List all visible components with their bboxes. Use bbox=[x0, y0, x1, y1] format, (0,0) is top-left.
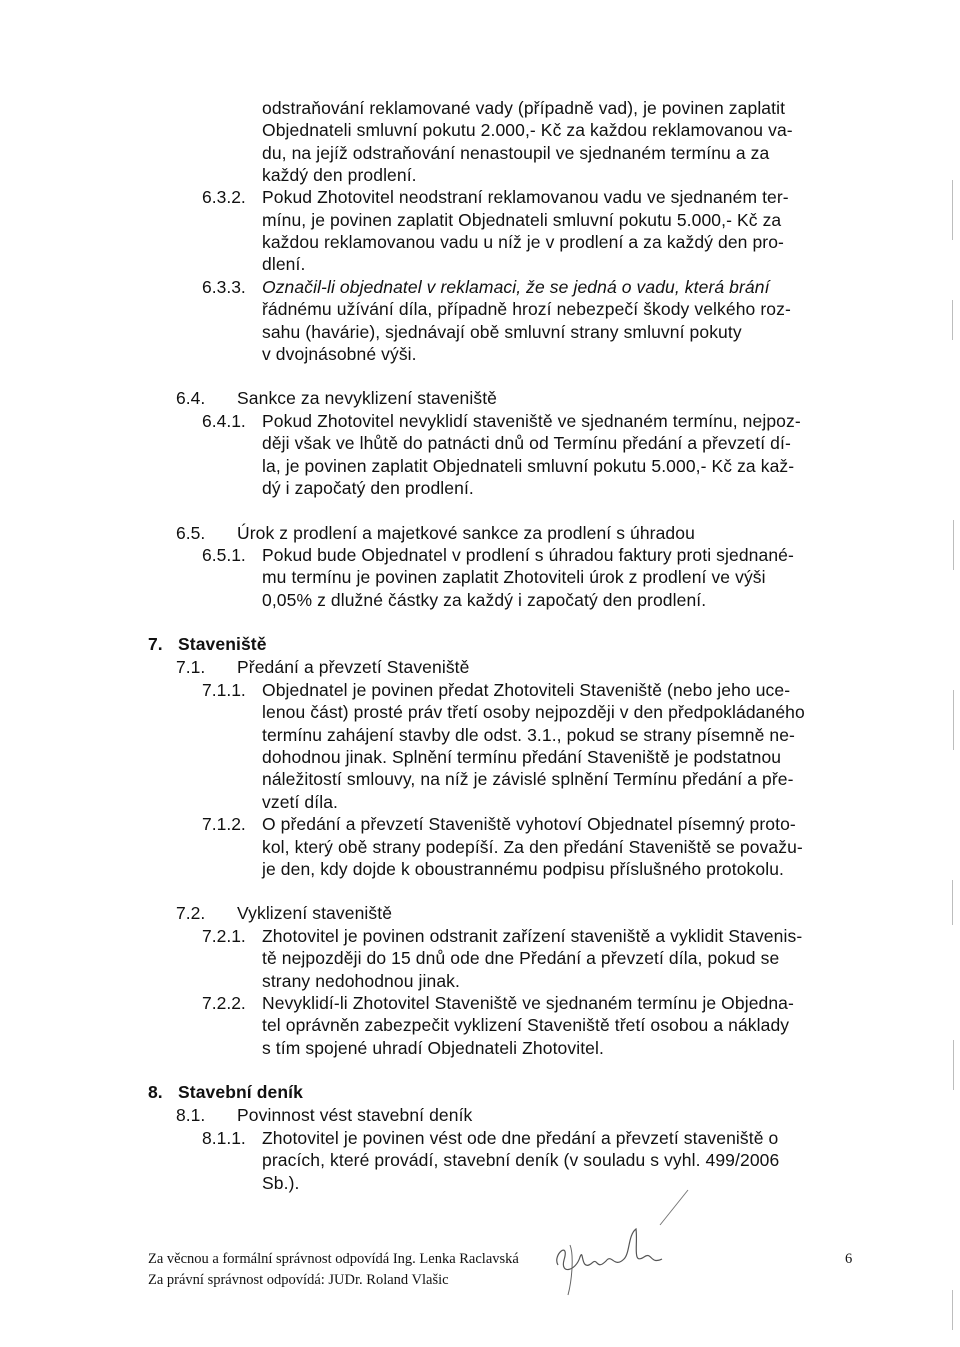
section-heading: Sankce za nevyklizení staveniště bbox=[237, 388, 498, 408]
paragraph-line: dohodnou jinak. Splnění termínu předání Staveniště je podstatnou bbox=[262, 747, 782, 767]
paragraph-line: je den, kdy dojde k oboustrannému podpisu příslušného protokolu. bbox=[262, 859, 785, 879]
paragraph-line: dý i započatý den prodlení. bbox=[262, 478, 474, 498]
paragraph-line: Označil-li objednatel v reklamaci, že se jedná o vadu, která brání bbox=[262, 277, 770, 297]
clause-number: 7.1.1. bbox=[202, 680, 246, 700]
paragraph-line: 0,05% z dlužné částky za každý i započatý den prodlení. bbox=[262, 590, 707, 610]
chapter-number: 8. bbox=[148, 1082, 163, 1102]
section-number: 6.5. bbox=[176, 523, 206, 543]
paragraph-line: du, na jejíž odstraňování nenastoupil ve sjednaném termínu a za bbox=[262, 143, 770, 163]
paragraph-line: termínu zahájení stavby dle odst. 3.1., pokud se strany písemně ne- bbox=[262, 725, 795, 745]
paragraph-line: řádnému užívání díla, případně hrozí nebezpečí škody velkého roz- bbox=[262, 299, 791, 319]
section-heading: Vyklizení staveniště bbox=[237, 903, 393, 923]
paragraph-line: Pokud Zhotovitel nevyklidí staveniště ve sjednaném termínu, nejpoz- bbox=[262, 411, 801, 431]
footer-line: Za právní správnost odpovídá: JUDr. Roland Vlašic bbox=[148, 1272, 449, 1288]
paragraph-line: ději však ve lhůtě do patnácti dnů od Termínu předání a převzetí dí- bbox=[262, 433, 791, 453]
clause-number: 7.2.1. bbox=[202, 926, 246, 946]
section-number: 7.1. bbox=[176, 657, 206, 677]
scan-artifact bbox=[952, 1290, 953, 1330]
clause-number: 6.5.1. bbox=[202, 545, 246, 565]
paragraph-line: mínu, je povinen zaplatit Objednateli smluvní pokutu 5.000,- Kč za bbox=[262, 210, 782, 230]
paragraph-line: s tím spojené uhradí Objednateli Zhotovitel. bbox=[262, 1038, 604, 1058]
paragraph-line: sahu (havárie), sjednávají obě smluvní strany smluvní pokuty bbox=[262, 322, 742, 342]
handwritten-signature bbox=[540, 1185, 710, 1315]
page-number: 6 bbox=[845, 1251, 853, 1267]
paragraph-line: vzetí díla. bbox=[262, 792, 338, 812]
clause-number: 6.3.3. bbox=[202, 277, 246, 297]
scan-artifact bbox=[952, 180, 953, 240]
chapter-number: 7. bbox=[148, 634, 163, 654]
paragraph-line: odstraňování reklamované vady (případně vad), je povinen zaplatit bbox=[262, 98, 786, 118]
scan-artifact bbox=[953, 1040, 954, 1090]
section-heading: Povinnost vést stavební deník bbox=[237, 1105, 473, 1125]
section-number: 7.2. bbox=[176, 903, 206, 923]
section-number: 8.1. bbox=[176, 1105, 206, 1125]
paragraph-line: tě nejpozději do 15 dnů ode dne Předání a převzetí díla, pokud se bbox=[262, 948, 780, 968]
clause-number: 7.2.2. bbox=[202, 993, 246, 1013]
paragraph-line: náležitostí smlouvy, na níž je závislé splnění Termínu předání a pře- bbox=[262, 769, 794, 789]
scan-artifact bbox=[953, 690, 954, 750]
paragraph-line: kol, který obě strany podepíší. Za den předání Staveniště se považu- bbox=[262, 837, 803, 857]
section-number: 6.4. bbox=[176, 388, 206, 408]
clause-number: 7.1.2. bbox=[202, 814, 246, 834]
paragraph-line: Zhotovitel je povinen odstranit zařízení staveniště a vyklidit Stavenis- bbox=[262, 926, 803, 946]
paragraph-line: dlení. bbox=[262, 254, 306, 274]
scan-artifact bbox=[952, 300, 953, 340]
paragraph-line: lenou část) prosté práv třetí osoby nejpozději v den předpokládaného bbox=[262, 702, 805, 722]
clause-number: 6.3.2. bbox=[202, 187, 246, 207]
section-heading: Předání a převzetí Staveniště bbox=[237, 657, 470, 677]
paragraph-line: Objednatel je povinen předat Zhotoviteli Staveniště (nebo jeho uce- bbox=[262, 680, 791, 700]
paragraph-line: O předání a převzetí Staveniště vyhotoví Objednatel písemný proto- bbox=[262, 814, 796, 834]
paragraph-line: tel oprávněn zabezpečit vyklizení Staveniště třetí osobou a náklady bbox=[262, 1015, 790, 1035]
chapter-heading: Staveniště bbox=[178, 634, 267, 654]
paragraph-line: Pokud bude Objednatel v prodlení s úhradou faktury proti sjednané- bbox=[262, 545, 794, 565]
paragraph-line: mu termínu je povinen zaplatit Zhotoviteli úrok z prodlení ve výši bbox=[262, 567, 766, 587]
scan-artifact bbox=[953, 520, 954, 570]
chapter-heading: Stavební deník bbox=[178, 1082, 303, 1102]
paragraph-line: pracích, které provádí, stavební deník (v souladu s vyhl. 499/2006 bbox=[262, 1150, 780, 1170]
paragraph-line: la, je povinen zaplatit Objednateli smluvní pokutu 5.000,- Kč za kaž- bbox=[262, 456, 795, 476]
paragraph-line: Sb.). bbox=[262, 1173, 300, 1193]
footer-line: Za věcnou a formální správnost odpovídá Ing. Lenka Raclavská bbox=[148, 1251, 519, 1267]
clause-number: 6.4.1. bbox=[202, 411, 246, 431]
paragraph-line: Pokud Zhotovitel neodstraní reklamovanou vadu ve sjednaném ter- bbox=[262, 187, 789, 207]
paragraph-line: v dvojnásobné výši. bbox=[262, 344, 417, 364]
paragraph-line: Nevyklidí-li Zhotovitel Staveniště ve sjednaném termínu je Objedna- bbox=[262, 993, 794, 1013]
section-heading: Úrok z prodlení a majetkové sankce za prodlení s úhradou bbox=[237, 523, 695, 543]
paragraph-line: každý den prodlení. bbox=[262, 165, 417, 185]
clause-number: 8.1.1. bbox=[202, 1128, 246, 1148]
paragraph-line: Objednateli smluvní pokutu 2.000,- Kč za každou reklamovanou va- bbox=[262, 120, 793, 140]
paragraph-line: Zhotovitel je povinen vést ode dne předání a převzetí staveniště o bbox=[262, 1128, 779, 1148]
scan-artifact bbox=[952, 880, 953, 925]
paragraph-line: každou reklamovanou vadu u níž je v prodlení a za každý den pro- bbox=[262, 232, 784, 252]
paragraph-line: strany nedohodnou jinak. bbox=[262, 971, 460, 991]
